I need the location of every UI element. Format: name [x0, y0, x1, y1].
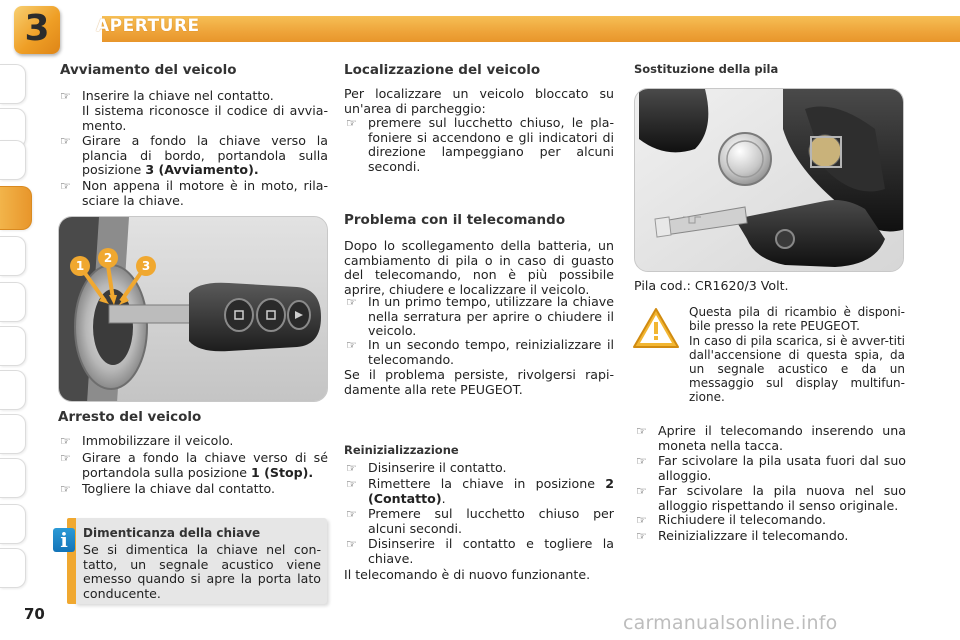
problema-intro: Dopo lo scollegamento della batteria, un cambiamento di pila o in caso di guasto del telecomando, non è più possibile aprire, chiudere e localizzare il veicolo.	[344, 238, 614, 298]
arresto-step-1: ☞ Immobilizzare il veicolo.	[58, 434, 328, 449]
problema-title: Problema con il telecomando	[344, 212, 566, 228]
avviamento-step-2	[58, 134, 328, 178]
battery-replacement-photo	[634, 88, 904, 272]
avviamento-step-2-position: 3 (Avviamento).	[145, 162, 259, 178]
side-tab-3[interactable]	[0, 140, 26, 180]
side-tab-6[interactable]	[0, 282, 26, 322]
sostituzione-step-3: ☞ Far scivolare la pila nuova nel suo alloggio rispettando il senso originale.	[634, 484, 906, 513]
ignition-key-photo	[58, 216, 328, 402]
side-tab-7[interactable]	[0, 326, 26, 366]
warning-text-1: Questa pila di ricambio è disponi-bile presso la rete PEUGEOT.	[689, 305, 905, 334]
chapter-number: 3	[24, 8, 50, 49]
info-icon: i	[53, 528, 75, 552]
side-tab-12[interactable]	[0, 548, 26, 588]
localizzazione-step-1: ☞ premere sul lucchetto chiuso, le pla-foniere si accendono e gli indicatori di direzione lampeggiano per alcuni secondi.	[344, 116, 614, 175]
reinizializzazione-step-1: ☞ Disinserire il contatto.	[344, 461, 614, 476]
sostituzione-step-5: ☞ Reinizializzare il telecomando.	[634, 529, 906, 544]
reinizializzazione-step-3: ☞ Premere sul lucchetto chiuso per alcuni secondi.	[344, 507, 614, 536]
reinizializzazione-outro: Il telecomando è di nuovo funzionante.	[344, 567, 591, 582]
avviamento-step-1: ☞ Inserire la chiave nel contatto.	[58, 89, 328, 104]
reinizializzazione-step-2-position: 2	[605, 476, 614, 491]
arresto-step-2-text: Girare a fondo la chiave verso di sé portandola sulla posizione	[82, 450, 328, 480]
side-tab-11[interactable]	[0, 504, 26, 544]
avviamento-step-1-note: Il sistema riconosce il codice di avvia-mento.	[82, 103, 328, 133]
remote-battery-illustration	[635, 89, 904, 272]
sostituzione-step-1: ☞ Aprire il telecomando inserendo una moneta nella tacca.	[634, 424, 906, 453]
reinizializzazione-step-2-text: Rimettere la chiave in posizione	[368, 476, 595, 491]
arresto-step-2	[58, 451, 328, 480]
side-tab-9[interactable]	[0, 414, 26, 454]
localizzazione-title: Localizzazione del veicolo	[344, 62, 541, 78]
info-box-title: Dimenticanza della chiave	[83, 526, 261, 540]
side-tab-10[interactable]	[0, 458, 26, 498]
side-tab-active[interactable]	[0, 186, 32, 230]
page-title: APERTURE	[96, 16, 200, 36]
warning-text-2: In caso di pila scarica, si è avver-titi dall'accensione di questa spia, da un segnale acustico e da un messaggio sul display multifun-zione.	[689, 334, 905, 405]
sostituzione-step-2: ☞ Far scivolare la pila usata fuori dal suo alloggio.	[634, 454, 906, 483]
watermark: carmanualsonline.info	[623, 612, 838, 634]
sostituzione-step-4: ☞ Richiudere il telecomando.	[634, 513, 906, 528]
battery-code: Pila cod.: CR1620/3 Volt.	[634, 278, 789, 293]
key-position-1-badge: 1	[70, 256, 90, 276]
localizzazione-intro: Per localizzare un veicolo bloccato su un'area di parcheggio:	[344, 86, 614, 116]
reinizializzazione-step-2-label: (Contatto)	[368, 490, 442, 506]
key-position-2-badge: 2	[98, 248, 118, 268]
page-number: 70	[24, 605, 45, 623]
avviamento-step-3: ☞ Non appena il motore è in moto, rila-sciare la chiave.	[58, 179, 328, 208]
side-tab-8[interactable]	[0, 370, 26, 410]
arresto-step-3: ☞ Togliere la chiave dal contatto.	[58, 482, 328, 497]
arresto-step-2-position: 1 (Stop).	[251, 464, 314, 480]
key-position-3-badge: 3	[136, 256, 156, 276]
info-box-text: Se si dimentica la chiave nel con-tatto, un segnale acustico viene emesso quando si apre la porta lato conducente.	[83, 542, 321, 602]
reinizializzazione-title: Reinizializzazione	[344, 443, 459, 457]
sostituzione-title: Sostituzione della pila	[634, 62, 779, 76]
reinizializzazione-step-2: ☞ Rimettere la chiave in posizione 2 (Contatto).	[344, 477, 614, 506]
problema-step-2: ☞ In un secondo tempo, reinizializzare il telecomando.	[344, 338, 614, 367]
reinizializzazione-step-4: ☞ Disinserire il contatto e togliere la chiave.	[344, 537, 614, 566]
arresto-title: Arresto del veicolo	[58, 409, 202, 425]
problema-outro: Se il problema persiste, rivolgersi rapi-damente alla rete PEUGEOT.	[344, 367, 614, 397]
avviamento-step-2-text: Girare a fondo la chiave verso la plancia di bordo, portandola sulla posizione	[82, 133, 328, 178]
problema-step-1: ☞ In un primo tempo, utilizzare la chiave nella serratura per aprire o chiudere il veicolo.	[344, 295, 614, 339]
side-tab-5[interactable]	[0, 236, 26, 276]
ignition-key-illustration	[59, 217, 328, 402]
avviamento-title: Avviamento del veicolo	[60, 62, 237, 78]
side-tab-1[interactable]	[0, 64, 26, 104]
warning-icon	[632, 306, 680, 350]
